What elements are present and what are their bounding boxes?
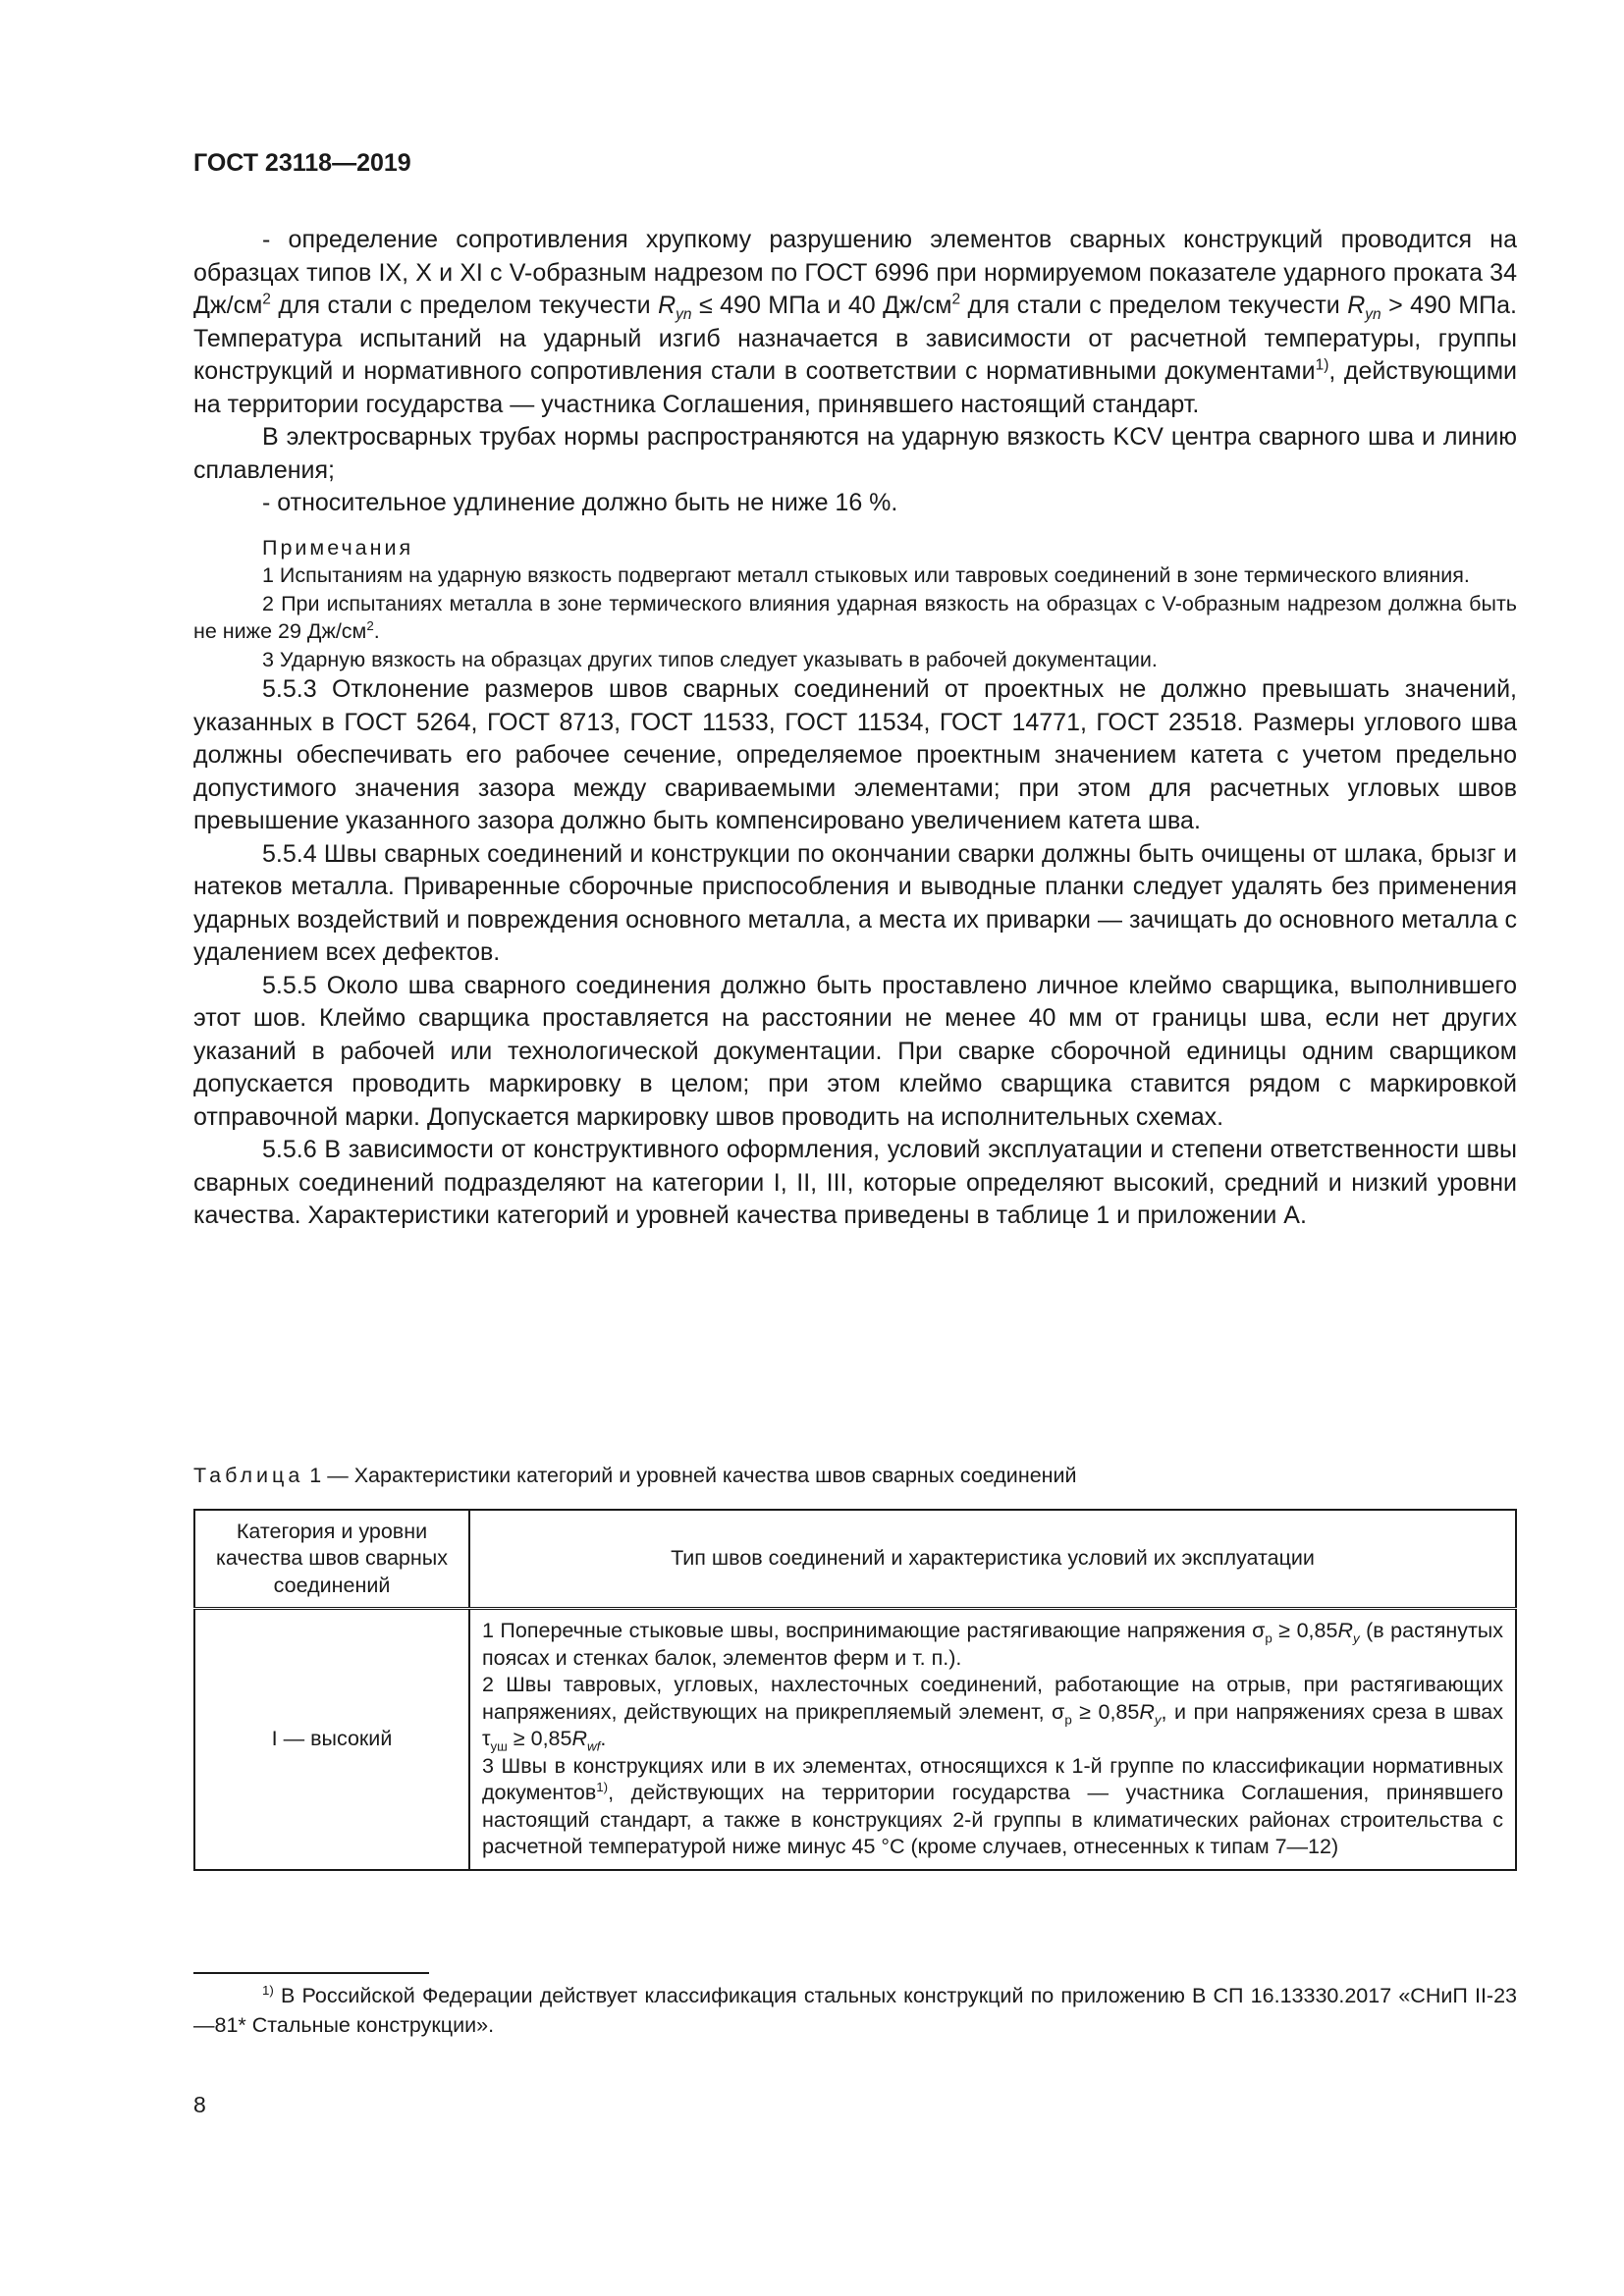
page-number: 8 — [193, 2092, 206, 2117]
table-cell-category: I — высокий — [194, 1609, 469, 1870]
document-header: ГОСТ 23118—2019 — [193, 149, 411, 177]
table-col-description: Тип швов соединений и характеристика условий их эксплуатации — [469, 1510, 1516, 1609]
footnote-mark: 1) — [262, 1982, 274, 1998]
footnote-ref: 1) — [596, 1779, 609, 1794]
table-item-2: 2 Швы тавровых, угловых, нахлесточных соединений, работающие на отрыв, при растягивающих напряжениях, действующих на прикрепляемый элемент, $\sigma_р \ge 0,85R_y$, и при напряжениях среза в швах $\tau_{уш} \ge 0,85R_{wf}$. — [482, 1673, 1504, 1754]
notes-block — [193, 534, 1517, 674]
table-item-3: 3 Швы в конструкциях или в их элементах, относящихся к 1-й группе по классификации нормативных документов$^{1)}$, действующих на территории государства — участника Соглашения, принявшего настоящий стандарт, а также в конструкциях 2-й группы в климатических районах строительства с расчетной температурой ниже минус 45 °С (кроме случаев, отнесенных к типам 7—12) — [482, 1753, 1503, 1858]
paragraph-brittle-fracture: - определение сопротивления хрупкому разрушению элементов сварных конструкций проводится на образцах типов IX, X и XI с V-образным надрезом по ГОСТ 6996 при нормируемом показателе ударного проката 34 $Дж/см^2$ для стали с пределом текучести $R_{yn} \le 490$ МПа и 40 $Дж/см^2$ для стали с пределом текучести $R_{yn} > 490$ МПа. Температура испытаний на ударный изгиб назначается в зависимости от расчетной температуры, группы конструкций и нормативного сопротивления стали в соответствии с нормативными документами$^{1)}$, действующими на территории государства — участника Соглашения, принявшего настоящий стандарт. — [193, 226, 1518, 418]
section-5-5-5: 5.5.5 Около шва сварного соединения должно быть проставлено личное клеймо сварщика, выполнившего этот шов. Клеймо сварщика проставляется на расстоянии не менее 40 мм от границы шва, если нет других указаний в рабочей или технологической документации. При сварке сборочной единицы одним сварщиком допускается проводить маркировку в целом; при этом клеймо сварщика ставится рядом с маркировкой отправочной марки. Допускается маркировку швов проводить на исполнительных схемах. — [193, 971, 1517, 1131]
table-item-1: 1 Поперечные стыковые швы, воспринимающие растягивающие напряжения $\sigma_р \ge 0,85R_y$ (в растянутых поясах и стенках балок, элементов ферм и т. п.). — [482, 1619, 1504, 1670]
note-3: 3 Ударную вязкость на образцах других типов следует указывать в рабочей документации. — [262, 647, 1158, 671]
table-cell-description — [469, 1609, 1516, 1870]
notes-title: Примечания — [262, 535, 414, 560]
note-1: 1 Испытаниям на ударную вязкость подвергают металл стыковых или тавровых соединений в зоне термического влияния. — [262, 563, 1470, 587]
section-5-5-3: 5.5.3 Отклонение размеров швов сварных соединений от проектных не должно превышать значений, указанных в ГОСТ 5264, ГОСТ 8713, ГОСТ 11533, ГОСТ 11534, ГОСТ 14771, ГОСТ 23518. Размеры углового шва должны обеспечивать его рабочее сечение, определяемое проектным значением катета с учетом предельно допустимого значения зазора между свариваемыми элементами; при этом для расчетных угловых швов превышение указанного зазора должно быть компенсировано увеличением катета шва. — [193, 675, 1517, 834]
table-row — [194, 1609, 1516, 1870]
table-header-row — [194, 1510, 1516, 1609]
footnote: $^{1)}$ В Российской Федерации действует классификация стальных конструкций по приложению В СП 16.13330.2017 «СНиП II-23—81* Стальные конструкции». — [193, 1982, 1517, 2037]
table-col-category: Категория и уровни качества швов сварных соединений — [194, 1510, 469, 1609]
table-caption: Таблица 1 — Характеристики категорий и уровней качества швов сварных соединений — [193, 1464, 1077, 1487]
quality-categories-table — [193, 1509, 1517, 1871]
footnote-ref: 1) — [1315, 356, 1329, 374]
paragraph-pipes: В электросварных трубах нормы распространяются на ударную вязкость KCV центра сварного шва и линию сплавления; — [193, 423, 1517, 484]
note-2: 2 При испытаниях металла в зоне термического влияния ударная вязкость на образцах с V-образным надрезом должна быть не ниже 29 $Дж/см^2$. — [193, 591, 1517, 643]
paragraph-elongation: - относительное удлинение должно быть не ниже 16 %. — [262, 489, 898, 516]
footnote-divider — [193, 1972, 429, 1974]
section-5-5-4: 5.5.4 Швы сварных соединений и конструкции по окончании сварки должны быть очищены от шлака, брызг и натеков металла. Приваренные сборочные приспособления и выводные планки следует удалять без применения ударных воздействий и повреждения основного металла, а места их приварки — зачищать до основного металла с удалением всех дефектов. — [193, 839, 1517, 966]
section-5-5-6: 5.5.6 В зависимости от конструктивного оформления, условий эксплуатации и степени ответственности швы сварных соединений подразделяют на категории I, II, III, которые определяют высокий, средний и низкий уровни качества. Характеристики категорий и уровней качества приведены в таблице 1 и приложении А. — [193, 1136, 1517, 1229]
body-text — [193, 224, 1517, 1233]
